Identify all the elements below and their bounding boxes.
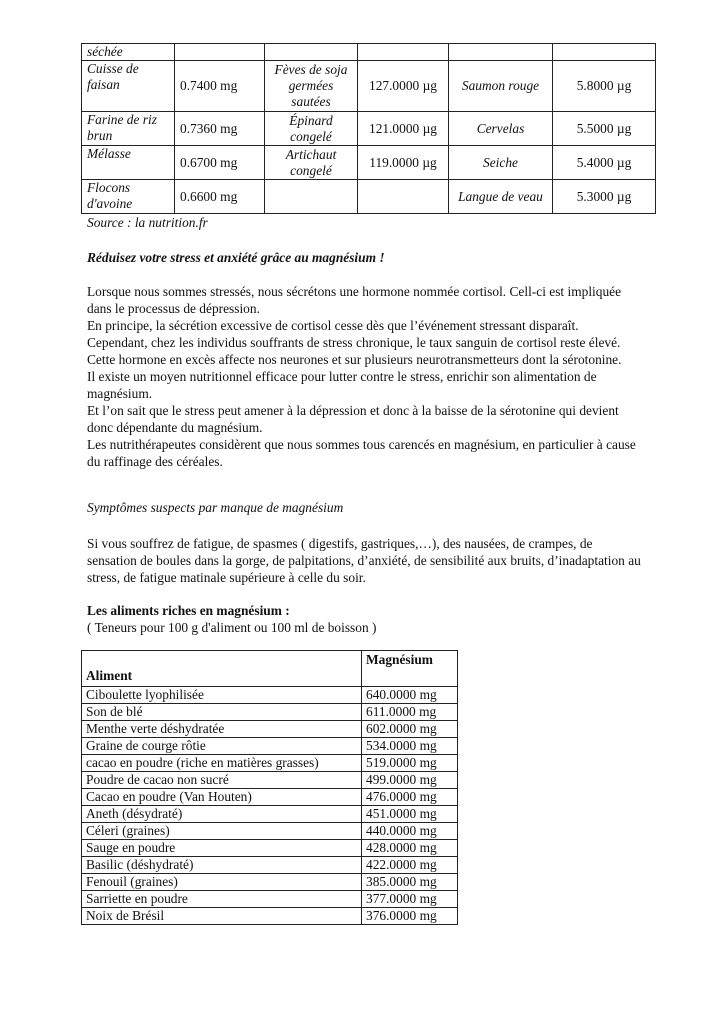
table-row xyxy=(82,687,458,704)
table-cell: Cuisse de faisan xyxy=(82,61,175,112)
table-cell xyxy=(449,44,553,61)
table-row xyxy=(82,857,458,874)
table-cell: Fèves de soja germées sautées xyxy=(265,61,358,112)
table-cell: Épinard congelé xyxy=(265,112,358,146)
food-name-cell: Aneth (désydraté) xyxy=(82,806,362,823)
table-row xyxy=(82,738,458,755)
nutrient-table-top xyxy=(81,43,656,214)
magnesium-value-cell: 602.0000 mg xyxy=(362,721,458,738)
symptoms-text: Si vous souffrez de fatigue, de spasmes ( digestifs, gastriques,…), des nausées, de crampes, de sensation de boules dans la gorge, de palpitations, d’anxiété, de sensibilité aux bruits, d’inadaptation au stress, de fatigue matinale supérieure à celle du soir. xyxy=(87,536,641,585)
table-cell: 0.7360 mg xyxy=(175,112,265,146)
table-row xyxy=(82,806,458,823)
table-cell: Flocons d'avoine xyxy=(82,180,175,214)
table-row xyxy=(82,61,656,112)
food-name-cell: Noix de Brésil xyxy=(82,908,362,925)
table-cell: séchée xyxy=(82,44,175,61)
table-cell: Cervelas xyxy=(449,112,553,146)
food-name-cell: Poudre de cacao non sucré xyxy=(82,772,362,789)
foods-subtitle: ( Teneurs pour 100 g d'aliment ou 100 ml de boisson ) xyxy=(87,620,377,635)
food-name-cell: Fenouil (graines) xyxy=(82,874,362,891)
table-row xyxy=(82,721,458,738)
stress-paragraphs xyxy=(87,283,642,470)
food-name-cell: Son de blé xyxy=(82,704,362,721)
column-header-magnesium: Magnésium xyxy=(362,651,458,687)
table-row xyxy=(82,704,458,721)
table-row xyxy=(82,112,656,146)
magnesium-value-cell: 377.0000 mg xyxy=(362,891,458,908)
paragraph: Les nutrithérapeutes considèrent que nous sommes tous carencés en magnésium, en particulier à cause du raffinage des céréales. xyxy=(87,437,636,469)
table-cell: Farine de riz brun xyxy=(82,112,175,146)
magnesium-value-cell: 476.0000 mg xyxy=(362,789,458,806)
table-cell: 5.5000 µg xyxy=(553,112,656,146)
table-cell xyxy=(265,180,358,214)
table-cell: Seiche xyxy=(449,146,553,180)
table-row xyxy=(82,755,458,772)
magnesium-value-cell: 428.0000 mg xyxy=(362,840,458,857)
table-row xyxy=(82,823,458,840)
table-cell: Langue de veau xyxy=(449,180,553,214)
food-name-cell: Sauge en poudre xyxy=(82,840,362,857)
table-cell: 119.0000 µg xyxy=(358,146,449,180)
magnesium-value-cell: 451.0000 mg xyxy=(362,806,458,823)
table-row xyxy=(82,146,656,180)
magnesium-value-cell: 385.0000 mg xyxy=(362,874,458,891)
table-cell: 127.0000 µg xyxy=(358,61,449,112)
paragraph: Et l’on sait que le stress peut amener à la dépression et donc à la baisse de la sérotonine qui devient donc dépendante du magnésium. xyxy=(87,403,619,435)
table-cell: 5.3000 µg xyxy=(553,180,656,214)
symptoms-title: Symptômes suspects par manque de magnésium xyxy=(87,500,344,515)
section-heading: Réduisez votre stress et anxiété grâce au magnésium ! xyxy=(87,250,385,265)
food-name-cell: Basilic (déshydraté) xyxy=(82,857,362,874)
table-cell: Saumon rouge xyxy=(449,61,553,112)
food-name-cell: Sarriette en poudre xyxy=(82,891,362,908)
table-cell: Artichaut congelé xyxy=(265,146,358,180)
magnesium-value-cell: 499.0000 mg xyxy=(362,772,458,789)
table-header-row xyxy=(82,651,458,687)
foods-title: Les aliments riches en magnésium : xyxy=(87,603,290,618)
magnesium-table xyxy=(81,650,458,925)
table-cell: 5.4000 µg xyxy=(553,146,656,180)
magnesium-value-cell: 611.0000 mg xyxy=(362,704,458,721)
food-name-cell: Ciboulette lyophilisée xyxy=(82,687,362,704)
magnesium-value-cell: 640.0000 mg xyxy=(362,687,458,704)
table-row xyxy=(82,891,458,908)
magnesium-value-cell: 440.0000 mg xyxy=(362,823,458,840)
table-cell xyxy=(553,44,656,61)
food-name-cell: Cacao en poudre (Van Houten) xyxy=(82,789,362,806)
table-cell xyxy=(358,44,449,61)
magnesium-value-cell: 534.0000 mg xyxy=(362,738,458,755)
table-row xyxy=(82,789,458,806)
table-cell xyxy=(175,44,265,61)
paragraph: Lorsque nous sommes stressés, nous sécrétons une hormone nommée cortisol. Cell-ci est impliquée dans le processus de dépression. xyxy=(87,284,622,316)
food-name-cell: Graine de courge rôtie xyxy=(82,738,362,755)
table-row xyxy=(82,908,458,925)
table-row xyxy=(82,772,458,789)
magnesium-value-cell: 376.0000 mg xyxy=(362,908,458,925)
table-cell: Mélasse xyxy=(82,146,175,180)
column-header-aliment: Aliment xyxy=(82,651,362,687)
paragraph: Il existe un moyen nutritionnel efficace pour lutter contre le stress, enrichir son alimentation de magnésium. xyxy=(87,369,597,401)
table-row xyxy=(82,180,656,214)
magnesium-value-cell: 422.0000 mg xyxy=(362,857,458,874)
table-cell: 0.6600 mg xyxy=(175,180,265,214)
table-cell xyxy=(265,44,358,61)
food-name-cell: Menthe verte déshydratée xyxy=(82,721,362,738)
table-cell xyxy=(358,180,449,214)
source-note: Source : la nutrition.fr xyxy=(87,215,208,230)
table-row xyxy=(82,874,458,891)
food-name-cell: cacao en poudre (riche en matières grasses) xyxy=(82,755,362,772)
table-row xyxy=(82,840,458,857)
table-row xyxy=(82,44,656,61)
magnesium-value-cell: 519.0000 mg xyxy=(362,755,458,772)
table-cell: 0.7400 mg xyxy=(175,61,265,112)
paragraph: En principe, la sécrétion excessive de cortisol cesse dès que l’événement stressant disparaît. Cependant, chez les individus souffrants de stress chronique, le taux sanguin de cortisol reste élevé. Cette hormone en excès affecte nos neurones et sur plusieurs neurotransmetteurs dont la sérotonine. xyxy=(87,318,622,367)
table-cell: 5.8000 µg xyxy=(553,61,656,112)
table-cell: 121.0000 µg xyxy=(358,112,449,146)
food-name-cell: Céleri (graines) xyxy=(82,823,362,840)
table-cell: 0.6700 mg xyxy=(175,146,265,180)
